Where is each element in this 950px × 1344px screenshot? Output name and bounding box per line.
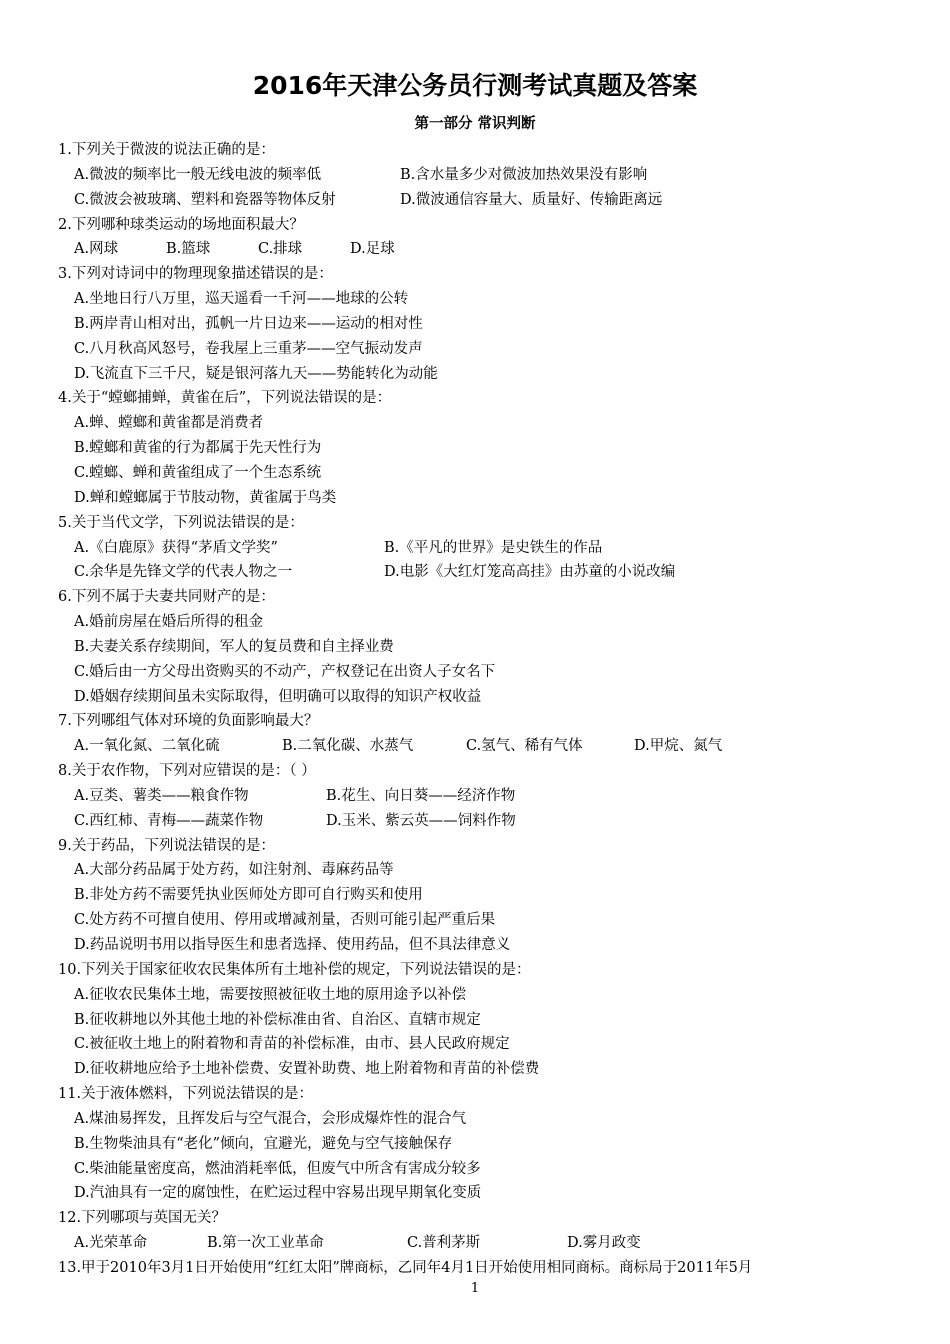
option-row	[58, 734, 898, 759]
option-d: D.甲烷、氮气	[634, 738, 723, 755]
option-row	[58, 883, 898, 908]
option-row	[58, 858, 898, 883]
option-row	[58, 1231, 898, 1256]
question-stem: 10.下列关于国家征收农民集体所有土地补偿的规定，下列说法错误的是：	[58, 961, 531, 978]
option-row	[58, 362, 898, 387]
question-stem: 12.下列哪项与英国无关？	[58, 1210, 227, 1227]
option-d: D.飞流直下三千尺，疑是银河落九天——势能转化为动能	[74, 365, 438, 382]
option-b: B.生物柴油具有“老化”倾向，宜避光，避免与空气接触保存	[74, 1135, 453, 1152]
option-b: B.征收耕地以外其他土地的补偿标准由省、自治区、直辖市规定	[74, 1011, 481, 1028]
option-row	[58, 635, 898, 660]
question-stem: 9.关于药品，下列说法错误的是：	[58, 837, 275, 854]
option-b: B.第一次工业革命	[207, 1235, 324, 1252]
option-b: B.两岸青山相对出，孤帆一片日边来——运动的相对性	[74, 315, 423, 332]
option-row	[58, 188, 898, 213]
option-a: A.蝉、螳螂和黄雀都是消费者	[74, 415, 264, 432]
option-d: D.足球	[350, 241, 395, 258]
question-stem: 13.甲于2010年3月1日开始使用“红红太阳”牌商标，乙同年4月1日开始使用相同商标。商标局于2011年5月	[58, 1259, 753, 1276]
question-stem: 8.关于农作物，下列对应错误的是：（ ）	[58, 763, 316, 780]
question-stem: 6.下列不属于夫妻共同财产的是：	[58, 589, 275, 606]
section-heading: 第一部分 常识判断	[414, 116, 536, 132]
option-row	[58, 685, 898, 710]
option-row	[58, 1008, 898, 1033]
option-c: C.氢气、稀有气体	[466, 738, 583, 755]
option-row	[58, 436, 898, 461]
option-a: A.征收农民集体土地，需要按照被征收土地的原用途予以补偿	[74, 986, 467, 1003]
option-row	[58, 1181, 898, 1206]
option-row	[58, 560, 898, 585]
page-number: 1	[470, 1281, 480, 1296]
question-stem: 7.下列哪组气体对环境的负面影响最大？	[58, 713, 319, 730]
option-row	[58, 1032, 898, 1057]
option-a: A.网球	[74, 241, 119, 258]
option-row	[58, 1132, 898, 1157]
option-c: C.排球	[258, 241, 303, 258]
option-a: A.大部分药品属于处方药，如注射剂、毒麻药品等	[74, 862, 394, 879]
option-a: A.坐地日行八万里，巡天遥看一千河——地球的公转	[74, 291, 409, 308]
option-b: B.夫妻关系存续期间，军人的复员费和自主择业费	[74, 638, 394, 655]
option-d: D.电影《大红灯笼高高挂》由苏童的小说改编	[384, 564, 676, 581]
option-d: D.药品说明书用以指导医生和患者选择、使用药品，但不具法律意义	[74, 937, 511, 953]
option-c: C.柴油能量密度高，燃油消耗率低，但废气中所含有害成分较多	[74, 1160, 481, 1177]
option-a: A.婚前房屋在婚后所得的租金	[74, 614, 264, 631]
option-row	[58, 287, 898, 312]
option-row	[58, 610, 898, 635]
option-a: A.《白鹿原》获得“茅盾文学奖”	[74, 539, 278, 556]
option-row	[58, 1107, 898, 1132]
option-a: A.一氧化氮、二氧化硫	[74, 738, 220, 755]
option-row	[58, 237, 898, 262]
option-c: C.微波会被玻璃、塑料和瓷器等物体反射	[74, 191, 336, 208]
option-row	[58, 983, 898, 1008]
question-stem: 5.关于当代文学，下列说法错误的是：	[58, 514, 304, 531]
option-a: A.豆类、薯类——粮食作物	[74, 787, 249, 804]
option-c: C.处方药不可擅自使用、停用或增减剂量，否则可能引起严重后果	[74, 912, 496, 929]
option-d: D.微波通信容量大、质量好、传输距离远	[400, 191, 663, 208]
option-d: D.蝉和螳螂属于节肢动物，黄雀属于鸟类	[74, 489, 337, 506]
option-b: B.二氧化碳、水蒸气	[282, 738, 414, 755]
option-a: A.煤油易挥发，且挥发后与空气混合，会形成爆炸性的混合气	[74, 1110, 467, 1127]
question-list	[58, 138, 898, 1281]
option-row	[58, 784, 898, 809]
option-c: C.螳螂、蝉和黄雀组成了一个生态系统	[74, 464, 322, 481]
option-row	[58, 908, 898, 933]
option-row	[58, 163, 898, 188]
option-b: B.含水量多少对微波加热效果没有影响	[400, 166, 648, 183]
option-b: B.篮球	[166, 241, 211, 258]
document-title: 2016年天津公务员行测考试真题及答案	[252, 71, 698, 100]
question-stem: 4.关于“螳螂捕蝉，黄雀在后”，下列说法错误的是：	[58, 390, 392, 407]
option-row	[58, 536, 898, 561]
option-a: A.光荣革命	[74, 1235, 148, 1252]
option-b: B.花生、向日葵——经济作物	[326, 787, 516, 804]
option-c: C.被征收土地上的附着物和青苗的补偿标准，由市、县人民政府规定	[74, 1036, 510, 1053]
option-d: D.征收耕地应给予土地补偿费、安置补助费、地上附着物和青苗的补偿费	[74, 1061, 540, 1078]
option-d: D.玉米、紫云英——饲料作物	[326, 812, 516, 829]
option-row	[58, 312, 898, 337]
option-row	[58, 933, 898, 958]
option-row	[58, 809, 898, 834]
question-stem: 1.下列关于微波的说法正确的是：	[58, 142, 275, 158]
option-b: B.非处方药不需要凭执业医师处方即可自行购买和使用	[74, 887, 423, 904]
option-d: D.汽油具有一定的腐蚀性，在贮运过程中容易出现早期氧化变质	[74, 1185, 482, 1202]
option-row	[58, 461, 898, 486]
option-d: D.雾月政变	[567, 1235, 641, 1252]
option-row	[58, 660, 898, 685]
option-d: D.婚姻存续期间虽未实际取得，但明确可以取得的知识产权收益	[74, 688, 482, 705]
option-row	[58, 337, 898, 362]
option-row	[58, 1057, 898, 1082]
question-stem: 11.关于液体燃料，下列说法错误的是：	[58, 1086, 314, 1103]
option-row	[58, 1157, 898, 1182]
option-a: A.微波的频率比一般无线电波的频率低	[74, 166, 322, 183]
option-b: B.《平凡的世界》是史铁生的作品	[384, 539, 603, 556]
option-row	[58, 486, 898, 511]
question-stem: 3.下列对诗词中的物理现象描述错误的是：	[58, 266, 333, 283]
option-c: C.普利茅斯	[407, 1235, 481, 1252]
option-c: C.婚后由一方父母出资购买的不动产，产权登记在出资人子女名下	[74, 663, 496, 680]
option-row	[58, 411, 898, 436]
option-c: C.余华是先锋文学的代表人物之一	[74, 564, 293, 581]
option-c: C.八月秋高风怒号，卷我屋上三重茅——空气振动发声	[74, 340, 423, 357]
option-b: B.螳螂和黄雀的行为都属于先天性行为	[74, 440, 322, 457]
question-stem: 2.下列哪种球类运动的场地面积最大？	[58, 216, 304, 233]
option-c: C.西红柿、青梅——蔬菜作物	[74, 812, 264, 829]
